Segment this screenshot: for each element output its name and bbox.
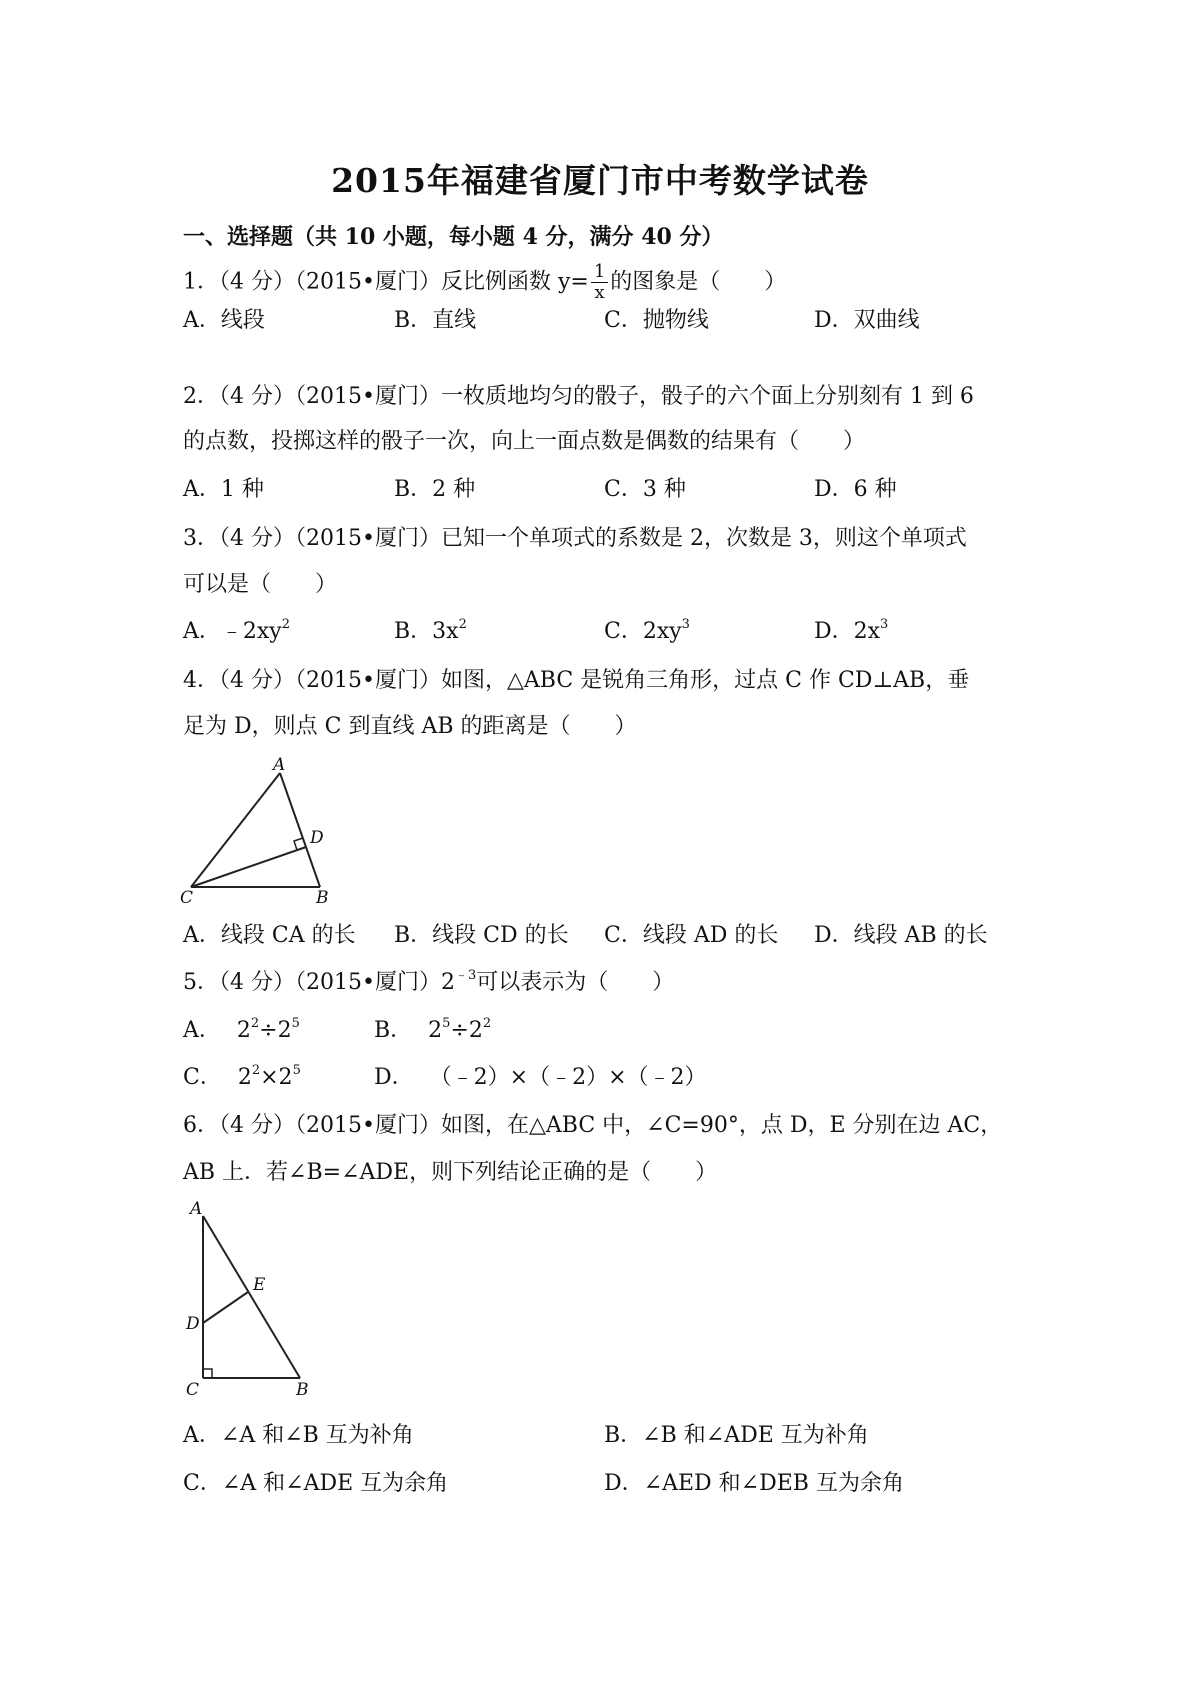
q5-option-c-base: 2 <box>237 1065 252 1090</box>
q5-option-c-exp1: 2 <box>251 1063 261 1078</box>
q3-option-b <box>394 614 467 645</box>
q4-label-a: A <box>273 755 286 775</box>
q3-stem-line2: 可以是（ ） <box>183 572 338 597</box>
q1-option-d: D．双曲线 <box>814 308 920 333</box>
q6-label-c: C <box>186 1380 200 1398</box>
q5-stem-after: 可以表示为（ ） <box>476 970 675 995</box>
q5-stem <box>183 965 674 996</box>
q6-option-b: B．∠B 和∠ADE 互为补角 <box>604 1423 869 1448</box>
q1-option-b: B．直线 <box>394 308 477 333</box>
q5-option-d-text: （﹣2）×（﹣2）×（﹣2） <box>429 1065 707 1090</box>
exam-title: 2015年福建省厦门市中考数学试卷 <box>331 161 869 200</box>
q2-option-c: C．3 种 <box>604 477 686 502</box>
q1-fraction-denominator: x <box>594 282 605 303</box>
q5-option-c <box>183 1060 301 1091</box>
q5-option-a-exp2: 5 <box>291 1016 300 1031</box>
q4-option-c: C．线段 AD 的长 <box>604 923 779 948</box>
q2-option-d: D．6 种 <box>814 477 897 502</box>
q5-option-d-label: D． <box>374 1065 414 1090</box>
q4-option-a: A．线段 CA 的长 <box>183 923 356 948</box>
q5-option-c-op: ×2 <box>260 1065 293 1090</box>
q3-option-d-exponent: 3 <box>880 617 889 632</box>
q6-label-a: A <box>190 1199 203 1219</box>
q1-fraction-numerator: 1 <box>591 262 608 283</box>
q1-option-a: A．线段 <box>183 308 265 333</box>
q3-option-d <box>814 614 888 645</box>
q6-stem-line1: 6．（4 分）（2015•厦门）如图，在△ABC 中，∠C=90°，点 D，E 分别在边 AC， <box>183 1113 1003 1138</box>
q5-option-b-exp1: 5 <box>442 1016 451 1031</box>
q4-triangle-figure <box>170 755 350 905</box>
q6-label-d: D <box>186 1314 200 1334</box>
q4-option-b: B．线段 CD 的长 <box>394 923 569 948</box>
q5-stem-before: 5．（4 分）（2015•厦门）2 <box>183 970 455 995</box>
q6-right-angle-mark <box>203 1369 212 1378</box>
q5-option-a <box>183 1013 300 1044</box>
q2-option-b: B．2 种 <box>394 477 476 502</box>
q5-option-b-label: B． <box>374 1018 413 1043</box>
q6-option-c: C．∠A 和∠ADE 互为余角 <box>183 1471 449 1496</box>
q2-stem-line1: 2．（4 分）（2015•厦门）一枚质地均匀的骰子，骰子的六个面上分别刻有 1 到 6 <box>183 384 974 409</box>
q4-stem-line1: 4．（4 分）（2015•厦门）如图，△ABC 是锐角三角形，过点 C 作 CD⊥AB，垂 <box>183 668 970 693</box>
q4-label-b: B <box>316 888 329 905</box>
q5-option-c-label: C． <box>183 1065 222 1090</box>
q3-option-b-exponent: 2 <box>458 617 467 632</box>
q2-option-a: A．1 种 <box>183 477 264 502</box>
q4-stem-line2: 足为 D，则点 C 到直线 AB 的距离是（ ） <box>183 714 637 739</box>
q6-segment-de <box>203 1292 248 1323</box>
q5-option-b-base: 2 <box>428 1018 443 1043</box>
q4-label-c: C <box>180 888 194 905</box>
q4-segment-cd <box>191 847 306 887</box>
q4-side-ca <box>191 773 280 887</box>
q5-stem-exponent: ﹣3 <box>454 968 477 983</box>
q5-option-a-op: ÷2 <box>259 1018 292 1043</box>
q3-option-a <box>183 614 290 645</box>
q3-option-a-base: A．﹣2xy <box>183 619 282 644</box>
q5-option-a-exp1: 2 <box>250 1016 260 1031</box>
question-1-stem <box>183 262 786 303</box>
q4-label-d: D <box>310 828 324 848</box>
q5-option-b-op: ÷2 <box>450 1018 483 1043</box>
q6-option-d: D．∠AED 和∠DEB 互为余角 <box>604 1471 904 1496</box>
q3-option-a-exponent: 2 <box>281 617 291 632</box>
q1-stem-after: 的图象是（ ） <box>610 269 787 295</box>
q1-option-c: C．抛物线 <box>604 308 709 333</box>
q6-label-b: B <box>296 1380 309 1398</box>
q3-option-c <box>604 614 690 645</box>
q6-label-e: E <box>253 1275 266 1295</box>
q5-option-b-exp2: 2 <box>482 1016 492 1031</box>
q6-triangle-figure <box>170 1198 330 1398</box>
q6-option-a: A．∠A 和∠B 互为补角 <box>183 1423 414 1448</box>
q5-option-a-base: 2 <box>236 1018 251 1043</box>
q2-stem-line2: 的点数，投掷这样的骰子一次，向上一面点数是偶数的结果有（ ） <box>183 429 866 454</box>
q5-option-c-exp2: 5 <box>292 1063 301 1078</box>
q3-option-b-base: B．3x <box>394 619 459 644</box>
q5-option-b <box>374 1013 491 1044</box>
q6-stem-line2: AB 上．若∠B=∠ADE，则下列结论正确的是（ ） <box>183 1160 718 1185</box>
q1-stem-before: 1．（4 分）（2015•厦门）反比例函数 y= <box>183 269 589 295</box>
q5-option-a-label: A． <box>183 1018 221 1043</box>
q1-fraction <box>591 262 608 303</box>
q4-option-d: D．线段 AB 的长 <box>814 923 988 948</box>
q3-option-d-base: D．2x <box>814 619 881 644</box>
q5-option-d <box>374 1060 707 1091</box>
q3-stem-line1: 3．（4 分）（2015•厦门）已知一个单项式的系数是 2，次数是 3，则这个单项式 <box>183 526 967 551</box>
q6-side-ab <box>203 1216 300 1378</box>
q3-option-c-exponent: 3 <box>681 617 690 632</box>
section-heading: 一、选择题（共 10 小题，每小题 4 分，满分 40 分） <box>183 224 724 250</box>
q3-option-c-base: C．2xy <box>604 619 682 644</box>
